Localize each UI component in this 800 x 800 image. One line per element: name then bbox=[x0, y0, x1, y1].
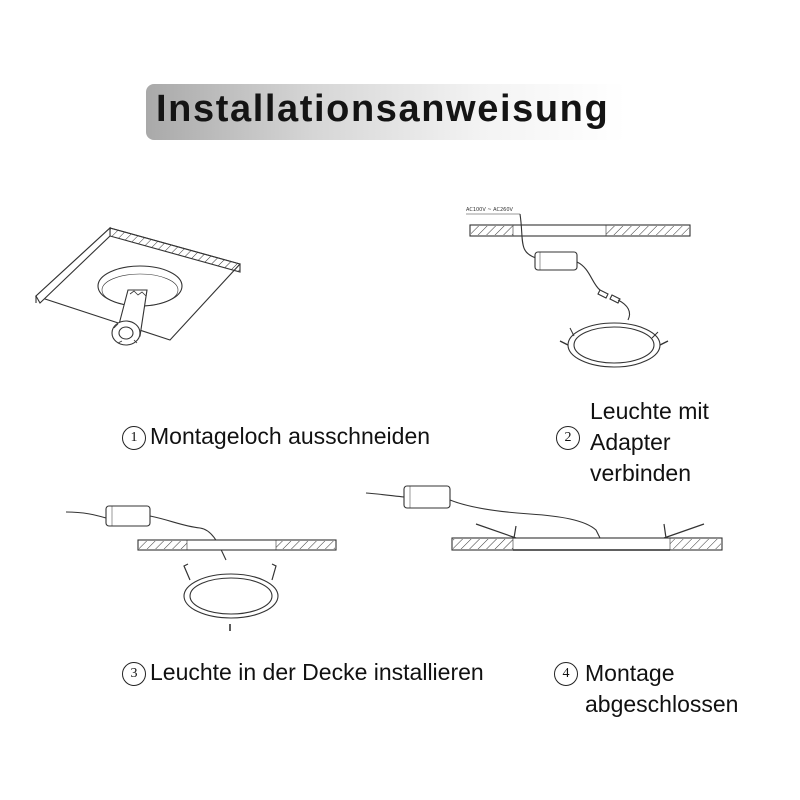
installed-light-illustration bbox=[366, 486, 722, 550]
step-1-label: Montageloch ausschneiden bbox=[150, 423, 431, 449]
step-4-number: 4 bbox=[554, 662, 578, 686]
step-3-label: Leuchte in der Decke installieren bbox=[150, 659, 484, 685]
cut-hole-illustration bbox=[36, 228, 240, 345]
page-title: Installationsanweisung bbox=[156, 88, 610, 130]
voltage-label: AC100V ~ AC260V bbox=[466, 207, 513, 213]
step-4-caption bbox=[554, 658, 774, 720]
connect-adapter-illustration bbox=[466, 207, 690, 367]
step-3-caption bbox=[122, 657, 484, 688]
step-1-number: 1 bbox=[122, 426, 146, 450]
step-2-number: 2 bbox=[556, 426, 580, 450]
step-2-caption bbox=[556, 396, 756, 489]
step-1-caption bbox=[122, 421, 430, 452]
install-light-illustration bbox=[66, 506, 336, 631]
step-2-label: Leuchte mit Adapter verbinden bbox=[590, 398, 709, 486]
step-4-label: Montage abgeschlossen bbox=[585, 660, 739, 717]
step-3-number: 3 bbox=[122, 662, 146, 686]
